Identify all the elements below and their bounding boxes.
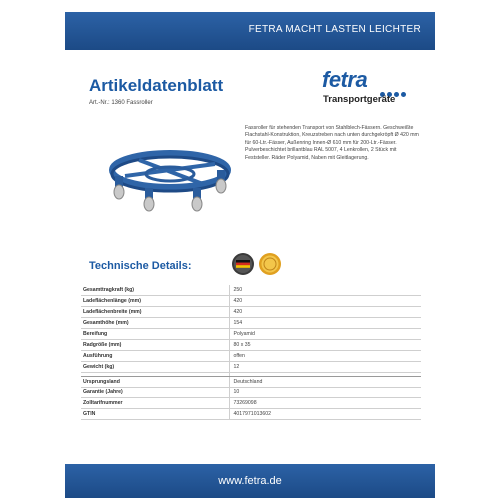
bottom-banner — [65, 464, 435, 498]
spec-value: 80 x 35 — [229, 339, 421, 350]
drum-roller-image — [105, 140, 235, 220]
product-description: Fassroller für stehenden Transport von Stahlblech-Fässern. Geschweißte Flachstahl-Konstruktion, Kreuzstreben nach unten durchgekröpft Ø 420 mm für 60-Ltr.-Fässer, Außenring Innen-Ø 610 mm für 200-Ltr.-Fässer. Pulverbeschichtet brillantblau RAL 5007, 4 Lenkrollen, 2 Stück mit Feststeller. Räder Polyamid, Naben mit Gleitlagerung. — [245, 125, 419, 161]
spec-label: Ursprungsland — [81, 376, 229, 387]
spec-row — [81, 350, 421, 361]
fetra-logo: fetra — [322, 67, 368, 92]
spec-row — [81, 285, 421, 296]
article-number: Art.-Nr.: 1360 Fassroller — [89, 100, 153, 106]
spec-row — [81, 296, 421, 307]
page-title: Artikeldatenblatt — [89, 76, 224, 95]
spec-row — [81, 409, 421, 420]
logo-dots-icon — [380, 84, 410, 90]
spec-row — [81, 398, 421, 409]
spec-row — [81, 376, 421, 387]
spec-label: Gesamthöhe (mm) — [81, 318, 229, 329]
spec-row — [81, 329, 421, 340]
spec-table — [81, 285, 421, 420]
datasheet-page — [65, 12, 435, 498]
spec-label: Bereifung — [81, 329, 229, 340]
website-link[interactable]: www.fetra.de — [218, 475, 282, 487]
spec-value: 420 — [229, 296, 421, 307]
spec-label: Zolltarifnummer — [81, 398, 229, 409]
spec-value: 12 — [229, 361, 421, 372]
quality-warranty-badge — [258, 252, 282, 276]
spec-label: Gesamttragkraft (kg) — [81, 285, 229, 296]
spec-label: Garantie (Jahre) — [81, 387, 229, 398]
spec-label: Ladeflächenlänge (mm) — [81, 296, 229, 307]
spec-value: 250 — [229, 285, 421, 296]
top-banner — [65, 12, 435, 50]
spec-value: 4017971013602 — [229, 409, 421, 420]
spec-row — [81, 361, 421, 372]
spec-row — [81, 318, 421, 329]
spec-label: Gewicht (kg) — [81, 361, 229, 372]
spec-row — [81, 387, 421, 398]
spec-value: 73269098 — [229, 398, 421, 409]
spec-label: Ausführung — [81, 350, 229, 361]
slogan: FETRA MACHT LASTEN LEICHTER — [248, 24, 421, 35]
spec-label: GTIN — [81, 409, 229, 420]
spec-value: offen — [229, 350, 421, 361]
spec-row — [81, 307, 421, 318]
made-in-germany-badge — [231, 252, 255, 276]
spec-value: 10 — [229, 387, 421, 398]
spec-label: Radgröße (mm) — [81, 339, 229, 350]
spec-value: 154 — [229, 318, 421, 329]
spec-value: Deutschland — [229, 376, 421, 387]
spec-row — [81, 339, 421, 350]
spec-value: Polyamid — [229, 329, 421, 340]
spec-label: Ladeflächenbreite (mm) — [81, 307, 229, 318]
logo-tagline: Transportgeräte — [323, 94, 396, 105]
spec-value: 420 — [229, 307, 421, 318]
technical-details-title: Technische Details: — [89, 260, 192, 272]
